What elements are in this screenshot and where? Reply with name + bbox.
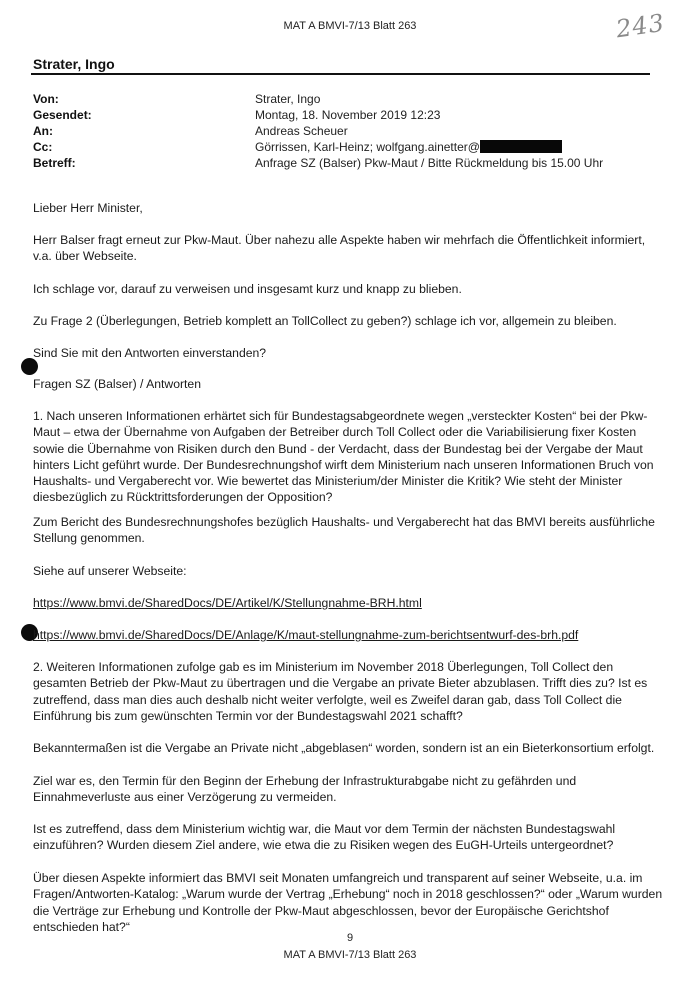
link-stellungnahme-brh[interactable]: https://www.bmvi.de/SharedDocs/DE/Artikel/K/Stellungnahme-BRH.html	[33, 596, 422, 610]
answer-3: Über diesen Aspekte informiert das BMVI seit Monaten umfangreich und transparent auf seiner Webseite, u.a. im Fragen/Antworten-Katalog: „Warum wurde der Vertrag „Erhebung“ noch in 2018 geschlossen?“ oder „Warum wurden die Verträge zur Erhebung und Kontrolle der Pkw-Maut abgeschlossen, bevor der Europäische Gerichtshof entschieden hat?“	[33, 871, 663, 934]
question-2: 2. Weiteren Informationen zufolge gab es im Ministerium im November 2018 Überlegungen, Toll Collect den gesamten Betrieb der Pkw-Maut zu übertragen und die Vergabe an private Bieter abzublasen. Trifft dies zu? Ist es zutreffend, dass man dies auch deshalb nicht weiter verfolgte, weil es Zweifel daran gab, dass Toll Collect die Einführung bis zum gewünschten Termin vor der Bundestagswahl 2021 schafft?	[33, 660, 648, 723]
sent-row	[33, 107, 653, 123]
to-label: An:	[33, 124, 53, 138]
question-3: Ist es zutreffend, dass dem Ministerium wichtig war, die Maut vor dem Termin der nächsten Bundestagswahl einzuführen? Wurden diesem Ziel andere, wie etwa die zu Risiken wegen des EuGH-Urteils untergeordnet?	[33, 822, 616, 853]
paragraph-intro: Herr Balser fragt erneut zur Pkw-Maut. Über nahezu alle Aspekte haben wir mehrfach die Öffentlichkeit informiert, v.a. über Webseite.	[33, 233, 646, 264]
to-row	[33, 123, 653, 139]
footer-file-reference: MAT A BMVI-7/13 Blatt 263	[283, 949, 417, 961]
cc-label: Cc:	[33, 140, 53, 154]
subject-row	[33, 155, 653, 171]
from-row	[33, 91, 653, 107]
handwritten-page-number: 243	[614, 8, 667, 44]
subject-value: Anfrage SZ (Balser) Pkw-Maut / Bitte Rückmeldung bis 15.00 Uhr	[255, 156, 604, 170]
to-value: Andreas Scheuer	[255, 124, 348, 138]
header-file-reference: MAT A BMVI-7/13 Blatt 263	[283, 20, 417, 32]
from-label: Von:	[33, 92, 59, 106]
header-divider	[31, 73, 650, 75]
cc-row	[33, 139, 653, 155]
subject-label: Betreff:	[33, 156, 76, 170]
link-maut-stellungnahme-pdf[interactable]: https://www.bmvi.de/SharedDocs/DE/Anlage/K/maut-stellungnahme-zum-berichtsentwurf-des-brh.pdf	[33, 628, 579, 642]
question-1: 1. Nach unseren Informationen erhärtet sich für Bundestagsabgeordnete wegen „versteckter Kosten“ bei der Pkw-Maut – etwa der Übernahme von Aufgaben der Betreiber durch Toll Collect oder die Variabilisierung fixer Kosten sowie die Übernahme von Risiken durch den Bund - der Verdacht, dass der Bundestag bei der Vergabe der Maut hinters Licht geführt wurde. Der Bundesrechnungshof wirft dem Ministerium nach unseren Informationen Bruch von Haushalts- und Vergaberecht vor. Wie bewertet das Ministerium/der Minister die Kritik? Wie steht der Minister diesbezüglich zu Rücktrittsforderungen der Opposition?	[33, 409, 654, 505]
paragraph-approval-question: Sind Sie mit den Antworten einverstanden?	[33, 346, 267, 360]
paragraph-question-2-note: Zu Frage 2 (Überlegungen, Betrieb komplett an TollCollect zu geben?) schlage ich vor, allgemein zu bleiben.	[33, 314, 617, 328]
from-value: Strater, Ingo	[255, 92, 321, 106]
page-number: 9	[346, 932, 354, 944]
redaction-block	[480, 140, 562, 153]
email-header-fields	[33, 91, 653, 171]
sent-value: Montag, 18. November 2019 12:23	[255, 108, 441, 122]
answer-1-website-note: Siehe auf unserer Webseite:	[33, 564, 187, 578]
answer-2: Bekanntermaßen ist die Vergabe an Private nicht „abgeblasen“ worden, sondern ist an ein Bieterkonsortium erfolgt.	[33, 741, 655, 755]
cc-value: Görrissen, Karl-Heinz; wolfgang.ainetter@	[255, 140, 480, 154]
sender-name-heading: Strater, Ingo	[33, 56, 115, 72]
greeting: Lieber Herr Minister,	[33, 201, 143, 215]
section-heading-questions: Fragen SZ (Balser) / Antworten	[33, 377, 201, 391]
answer-2-continued: Ziel war es, den Termin für den Beginn der Erhebung der Infrastrukturabgabe nicht zu gefährden und Einnahmeverluste aus einer Verzögerung zu vermeiden.	[33, 774, 577, 805]
sent-label: Gesendet:	[33, 108, 92, 122]
paragraph-suggestion: Ich schlage vor, darauf zu verweisen und insgesamt kurz und knapp zu blieben.	[33, 282, 462, 296]
punch-hole-mark	[21, 358, 38, 375]
answer-1: Zum Bericht des Bundesrechnungshofes bezüglich Haushalts- und Vergaberecht hat das BMVI bereits ausführliche Stellung genommen.	[33, 515, 655, 546]
cc-value-wrap	[255, 139, 653, 155]
